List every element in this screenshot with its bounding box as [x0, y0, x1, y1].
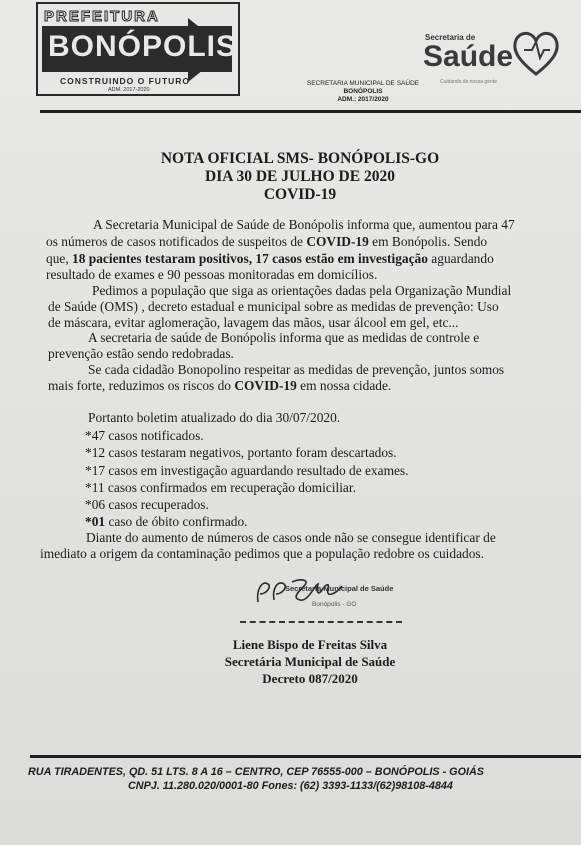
heart-icon — [510, 28, 562, 78]
signature-dashed-line — [240, 621, 402, 623]
bulletin-item: *12 casos testaram negativos, portanto foram descartados. — [85, 445, 397, 461]
stamp-line2: Bonópolis - GO — [312, 601, 357, 608]
bulletin-item: *11 casos confirmados em recuperação domiciliar. — [85, 479, 356, 495]
secretaria-header — [298, 80, 428, 104]
notice-title — [100, 150, 500, 204]
saude-logo-tagline: Cuidando de nossa gente — [440, 79, 497, 85]
closing-line2: imediato a origem da contaminação pedimos que a população redobre os cuidados. — [40, 546, 484, 561]
death-count-bold: *01 — [85, 514, 106, 530]
positive-cases-bold: 18 pacientes testaram positivos, 17 casos estão em investigação — [72, 251, 428, 266]
saude-logo-text: Saúde — [423, 40, 514, 73]
secretaria-line3: ADM.: 2017/2020 — [337, 96, 389, 103]
bulletin-list — [85, 427, 409, 531]
p4-line2 — [48, 378, 391, 395]
p1-line3 — [46, 251, 494, 268]
bulletin-intro: Portanto boletim atualizado do dia 30/07/2020. — [88, 410, 341, 425]
footer-contact: CNPJ. 11.280.020/0001-80 Fones: (62) 3393-1133/(62)98108-4844 — [128, 780, 453, 792]
p3-line1: A secretaria de saúde de Bonópolis informa que as medidas de controle e — [88, 330, 480, 345]
covid-bold: COVID-19 — [306, 234, 369, 249]
bulletin-item: *17 casos em investigação aguardando resultado de exames. — [85, 462, 409, 478]
title-line2: DIA 30 DE JULHO DE 2020 — [205, 168, 395, 185]
secretaria-line1: SECRETARIA MUNICIPAL DE SAÚDE — [306, 80, 420, 87]
p4-line1: Se cada cidadão Bonopolino respeitar as medidas de prevenção, juntos somos — [88, 362, 505, 377]
covid-bold-2: COVID-19 — [234, 378, 297, 393]
p1-line3-end: aguardando — [427, 251, 494, 266]
footer-address: RUA TIRADENTES, QD. 51 LTS. 8 A 16 – CENTRO, CEP 76555-000 – BONÓPOLIS - GOIÁS — [28, 766, 484, 778]
p1-line3-start: que, — [46, 251, 73, 266]
logo-main-text: BONÓPOLIS — [48, 30, 238, 63]
closing-line1: Diante do aumento de números de casos onde não se consegue identificar de — [86, 530, 496, 545]
title-line1: NOTA OFICIAL SMS- BONÓPOLIS-GO — [160, 150, 440, 167]
signer-decree: Decreto 087/2020 — [262, 671, 358, 686]
header-divider — [40, 110, 581, 113]
p2-line2: de Saúde (OMS) , decreto estadual e municipal sobre as medidas de prevenção: Uso — [48, 299, 499, 314]
p4-line2-start: mais forte, reduzimos os riscos do — [48, 378, 235, 393]
p1-line2-end: em Bonópolis. Sendo — [368, 234, 488, 249]
secretaria-line2: BONÓPOLIS — [343, 88, 383, 95]
signer-name: Liene Bispo de Freitas Silva — [232, 637, 388, 652]
saude-logo-small-text: Secretaria de — [425, 33, 476, 42]
p4-line2-end: em nossa cidade. — [296, 378, 392, 393]
prefeitura-logo — [36, 2, 240, 96]
logo-adm: ADM. 2017-2020 — [108, 87, 150, 93]
p1-line1: A Secretaria Municipal de Saúde de Bonópolis informa que, aumentou para 47 — [93, 217, 515, 232]
p1-line4: resultado de exames e 90 pessoas monitoradas em domicílios. — [46, 267, 378, 282]
logo-slogan: CONSTRUINDO O FUTURO — [60, 76, 191, 86]
logo-top-text: PREFEITURA — [44, 8, 160, 25]
p1-line2 — [46, 234, 487, 251]
p1-line2-text: os números de casos notificados de suspeitos de — [46, 234, 307, 249]
stamp-line1: Secretaria Municipal de Saúde — [285, 584, 394, 593]
bulletin-item-death — [85, 513, 409, 530]
signer-block — [200, 636, 420, 687]
signer-role: Secretária Municipal de Saúde — [224, 654, 396, 669]
footer-divider — [30, 755, 581, 758]
bulletin-item: *06 casos recuperados. — [85, 497, 209, 513]
p3-line2: prevenção estão sendo redobradas. — [48, 346, 234, 361]
p2-line1: Pedimos a população que siga as orientações dadas pela Organização Mundial — [92, 283, 512, 298]
title-line3: COVID-19 — [263, 186, 337, 203]
bulletin-item: *47 casos notificados. — [85, 428, 204, 443]
p2-line3: de máscara, evitar aglomeração, lavagem das mãos, usar álcool em gel, etc... — [48, 315, 459, 330]
death-text: caso de óbito confirmado. — [105, 514, 248, 530]
